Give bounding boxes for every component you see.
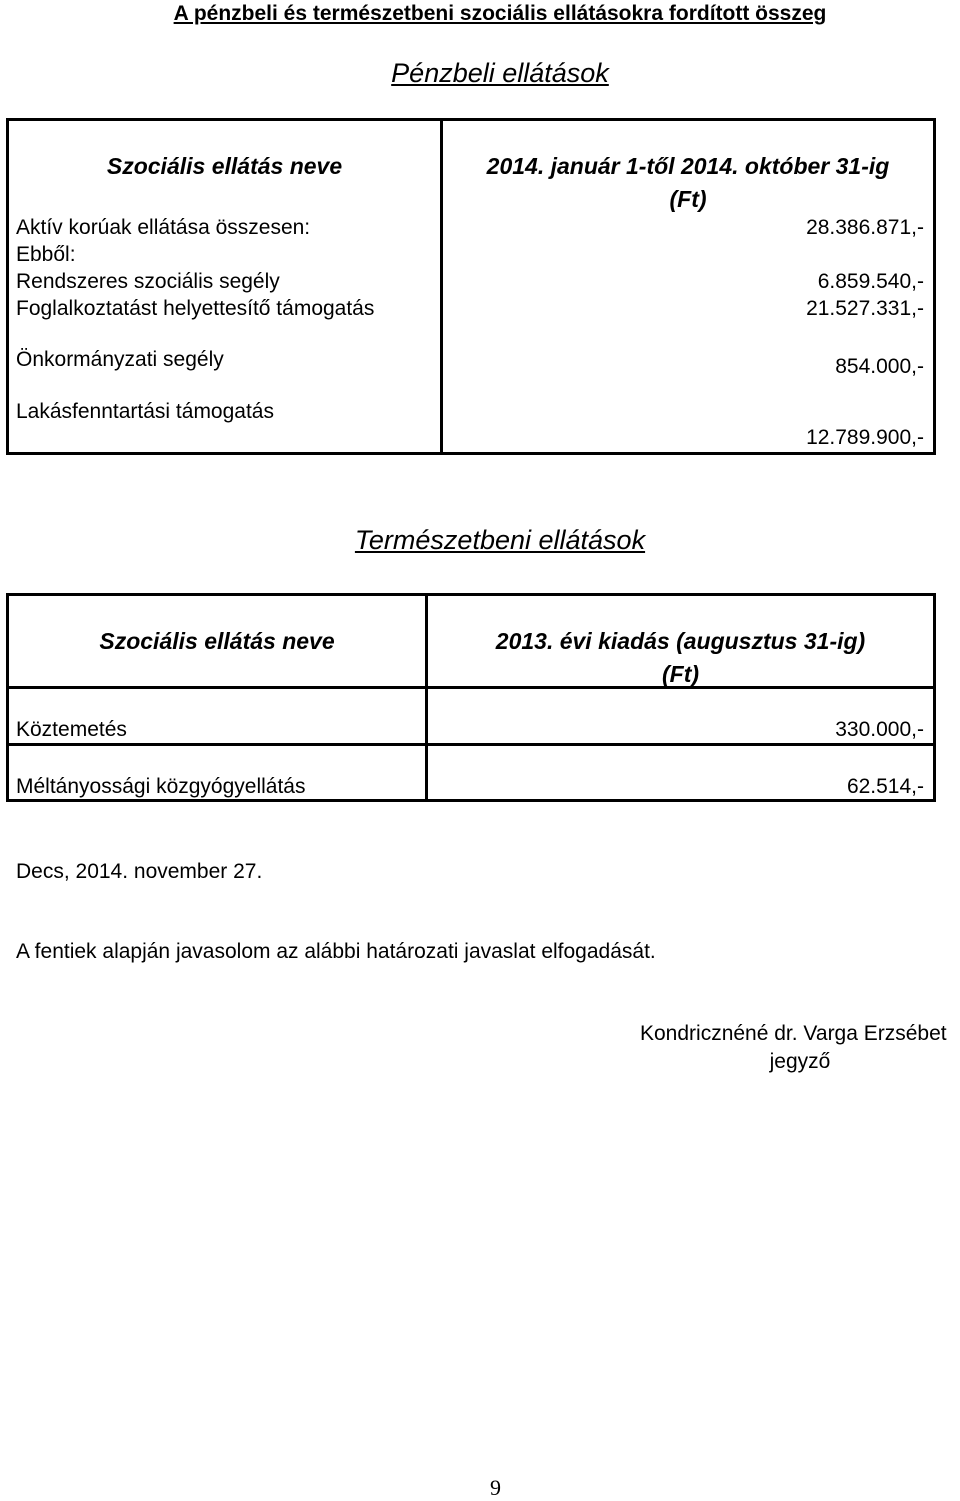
cash-row-label: Foglalkoztatást helyettesítő támogatás — [16, 297, 375, 320]
cash-row-label: Rendszeres szociális segély — [16, 270, 280, 293]
cash-section-title: Pénzbeli ellátások — [391, 58, 609, 88]
document-title: A pénzbeli és természetbeni szociális ellátásokra fordított összeg — [173, 2, 827, 25]
cash-row-value: 28.386.871,- — [806, 216, 924, 239]
page-number: 9 — [490, 1475, 501, 1500]
cash-row-label: Ebből: — [16, 243, 76, 266]
cash-row-value: 6.859.540,- — [817, 270, 924, 293]
inkind-row-value: 330.000,- — [835, 718, 924, 741]
inkind-row-value: 62.514,- — [846, 775, 924, 798]
inkind-row-label: Méltányossági közgyógyellátás — [16, 775, 306, 798]
place-date: Decs, 2014. november 27. — [16, 860, 263, 883]
inkind-row-rule — [6, 743, 936, 746]
cash-row-label: Aktív korúak ellátása összesen: — [16, 216, 311, 239]
cash-row-value: 854.000,- — [835, 355, 924, 378]
cash-header-name: Szociális ellátás neve — [106, 153, 343, 179]
inkind-header-unit: (Ft) — [661, 661, 700, 687]
cash-row-value: 12.789.900,- — [806, 426, 924, 449]
inkind-table — [6, 593, 936, 802]
signatory-title: jegyző — [769, 1050, 831, 1073]
cash-row-value: 21.527.331,- — [806, 297, 924, 320]
inkind-table-divider — [425, 593, 428, 802]
cash-row-label: Önkormányzati segély — [16, 348, 224, 371]
cash-header-period: 2014. január 1-től 2014. október 31-ig — [486, 153, 890, 179]
proposal-text: A fentiek alapján javasolom az alábbi határozati javaslat elfogadását. — [16, 940, 656, 963]
cash-header-unit: (Ft) — [669, 186, 707, 212]
inkind-row-label: Köztemetés — [16, 718, 127, 741]
inkind-header-name: Szociális ellátás neve — [99, 628, 335, 654]
inkind-header-period: 2013. évi kiadás (augusztus 31-ig) — [495, 628, 866, 654]
signatory-name: Kondricznéné dr. Varga Erzsébet — [640, 1022, 947, 1045]
cash-row-label: Lakásfenntartási támogatás — [16, 400, 274, 423]
inkind-section-title: Természetbeni ellátások — [354, 525, 646, 555]
